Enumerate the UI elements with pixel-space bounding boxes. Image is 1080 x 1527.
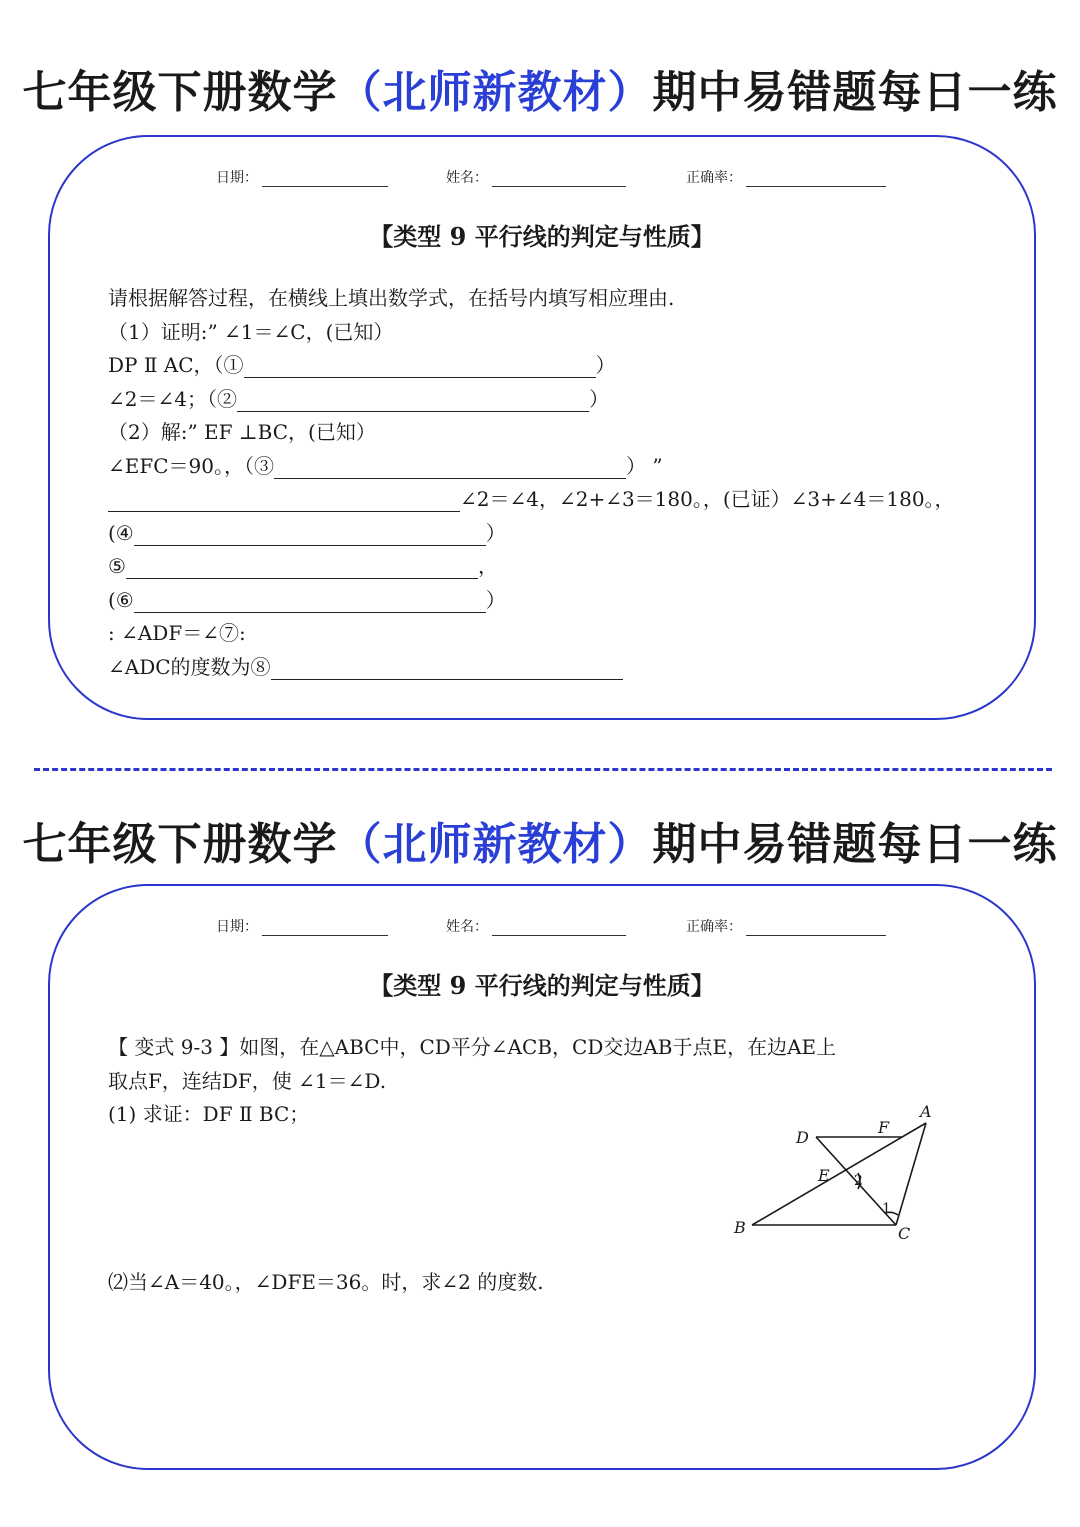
proof-line-3: ∠2＝∠4；（② ） (108, 386, 609, 411)
proof-line-11: ∠ADC的度数为⑧ (108, 651, 988, 685)
proof-line-7: (④ ） (108, 520, 506, 545)
label-angle-2: 2 (854, 1173, 863, 1189)
proof-line-10: : ∠ADF＝∠⑦: (108, 621, 246, 645)
blank-5[interactable] (126, 556, 478, 579)
title-suffix: 期中易错题每日一练 (652, 67, 1058, 118)
page-title-top (0, 56, 1080, 120)
blank-4[interactable] (134, 523, 486, 546)
date-label: 日期： (216, 919, 258, 935)
proof-line-9: (⑥ ） (108, 587, 506, 612)
date-label: 日期： (216, 170, 258, 186)
title-blue: （北师新教材） (337, 67, 653, 118)
meta-row (50, 167, 1034, 191)
blank-3[interactable] (274, 456, 626, 479)
rate-label: 正确率： (686, 919, 742, 935)
title-suffix: 期中易错题每日一练 (652, 819, 1058, 870)
worksheet-card-2 (48, 884, 1036, 1470)
label-A: A (920, 1102, 932, 1121)
title-prefix: 七年级下册数学 (22, 67, 338, 118)
name-field (446, 916, 626, 936)
proof-line-8: ⑤ ， (108, 554, 498, 578)
name-label: 姓名： (446, 919, 488, 935)
proof-line-1: （1）证明:” ∠1＝∠C，(已知） (108, 319, 394, 344)
proof-line-4: （2）解:” EF ⊥BC，(已知） (108, 420, 376, 444)
name-blank[interactable] (492, 919, 626, 936)
question-1: (1) 求证：DF Ⅱ BC； (108, 1102, 310, 1126)
type-heading: 【类型 9 平行线的判定与性质】 (369, 971, 715, 1000)
blank-lead[interactable] (108, 489, 460, 512)
triangle-figure (730, 1101, 970, 1241)
worksheet-card-1 (48, 135, 1036, 720)
proof-line-5: ∠EFC＝90。，（③ ） ” (108, 453, 663, 478)
proof-body (108, 282, 988, 684)
blank-8[interactable] (271, 657, 623, 680)
proof-line-6: ∠2＝∠4，∠2+∠3＝180。，(已证）∠3+∠4＝180。， (108, 483, 988, 517)
problem-line-2: 取点F，连结DF，使 ∠1＝∠D. (108, 1068, 387, 1093)
label-E: E (818, 1166, 830, 1185)
rate-field (686, 916, 886, 936)
date-blank[interactable] (262, 919, 388, 936)
type-heading: 【类型 9 平行线的判定与性质】 (369, 222, 715, 251)
name-field (446, 167, 626, 187)
label-D: D (796, 1128, 809, 1147)
meta-row (50, 916, 1034, 940)
label-F: F (878, 1118, 890, 1137)
blank-2[interactable] (237, 389, 589, 412)
rate-blank[interactable] (746, 919, 886, 936)
cut-line (34, 768, 1052, 771)
rate-field (686, 167, 886, 187)
date-field (216, 916, 388, 936)
name-blank[interactable] (492, 170, 626, 187)
rate-label: 正确率： (686, 170, 742, 186)
rate-blank[interactable] (746, 170, 886, 187)
name-label: 姓名： (446, 170, 488, 186)
blank-6[interactable] (134, 590, 486, 613)
date-field (216, 167, 388, 187)
proof-line-2: DP Ⅱ AC，（① ） (108, 353, 616, 377)
label-C: C (898, 1224, 911, 1241)
page-title-bottom (0, 808, 1080, 872)
intro-line: 请根据解答过程，在横线上填出数学式，在括号内填写相应理由. (108, 286, 675, 310)
blank-1[interactable] (244, 355, 596, 378)
title-blue: （北师新教材） (337, 819, 653, 870)
problem-line-1: 【 变式 9-3 】如图，在△ABC中，CD平分∠ACB，CD交边AB于点E，在边AE上 (108, 1035, 837, 1059)
question-2-wrap (108, 1266, 988, 1300)
label-angle-1: 1 (882, 1201, 891, 1217)
question-2: ⑵当∠A＝40。，∠DFE＝36。时，求∠2 的度数. (108, 1270, 544, 1294)
label-B: B (734, 1218, 746, 1237)
title-prefix: 七年级下册数学 (22, 819, 338, 870)
date-blank[interactable] (262, 170, 388, 187)
